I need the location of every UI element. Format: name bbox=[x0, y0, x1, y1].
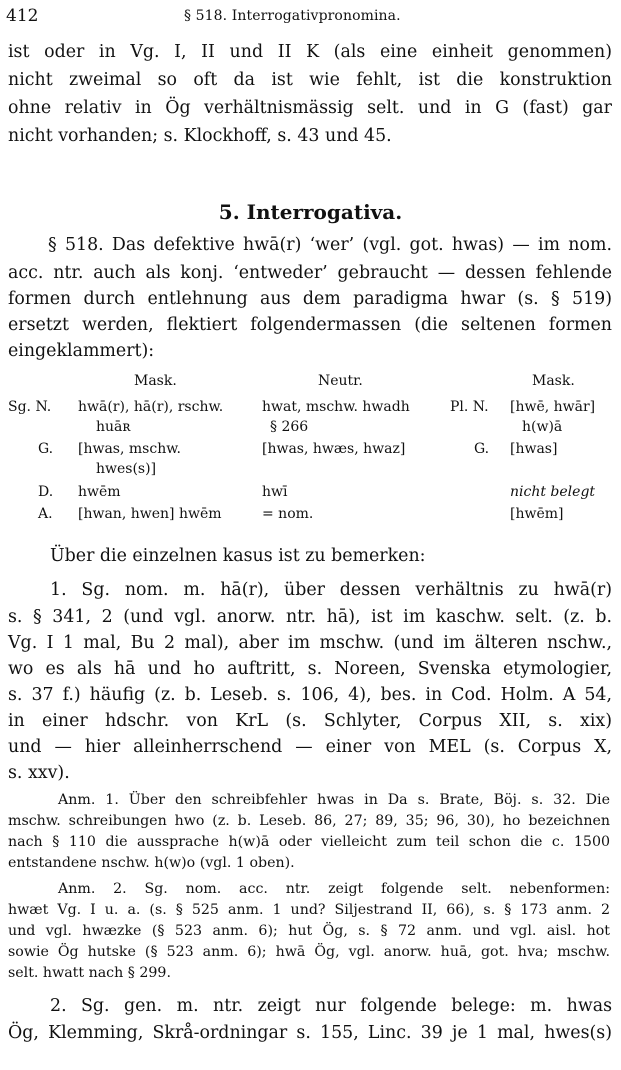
text-line: Ög, Klemming, Skrå-ordningar s. 155, Linc. 39 je 1 mal, hwes(s) bbox=[8, 1023, 612, 1043]
table-cell: hwat, mschw. hwadh bbox=[262, 399, 410, 415]
table-cell: D. bbox=[38, 484, 54, 500]
note-line: hwæt Vg. I u. a. (s. § 525 anm. 1 und? Siljestrand II, 66), s. § 173 anm. 2 bbox=[8, 902, 610, 918]
text-line: s. 37 f.) häufig (z. b. Leseb. s. 106, 4), bes. in Cod. Holm. A 54, bbox=[8, 685, 612, 705]
table-cell: G. bbox=[474, 441, 490, 457]
table-cell: § 266 bbox=[270, 419, 309, 435]
text-line: Vg. I 1 mal, Bu 2 mal), aber im mschw. (und im älteren nschw., bbox=[8, 633, 612, 653]
table-cell: G. bbox=[38, 441, 54, 457]
remark-intro: Über die einzelnen kasus ist zu bemerken: bbox=[50, 546, 426, 566]
text-line: eingeklammert): bbox=[8, 341, 155, 361]
col-header: Mask. bbox=[134, 373, 177, 389]
table-cell: hwā(r), hā(r), rschw. bbox=[78, 399, 224, 415]
note-line: Anm. 2. Sg. nom. acc. ntr. zeigt folgende selt. nebenformen: bbox=[58, 881, 610, 897]
text-line: nicht zweimal so oft da ist wie fehlt, ist die konstruktion bbox=[8, 70, 612, 90]
note-line: entstandene nschw. h(w)o (vgl. 1 oben). bbox=[8, 855, 295, 871]
text-line: s. xxv). bbox=[8, 763, 70, 783]
text-line: ersetzt werden, flektiert folgendermassen (die seltenen formen bbox=[8, 315, 612, 335]
table-cell: [hwan, hwen] hwēm bbox=[78, 506, 222, 522]
col-header: Neutr. bbox=[318, 373, 363, 389]
table-cell: nicht belegt bbox=[510, 484, 596, 500]
section-heading: 5. Interrogativa. bbox=[218, 200, 403, 224]
table-cell: hwēm bbox=[78, 484, 121, 500]
table-cell: [hwas] bbox=[510, 441, 558, 457]
text-line: 2. Sg. gen. m. ntr. zeigt nur folgende belege: m. hwas bbox=[50, 996, 612, 1016]
text-line: § 518. Das defektive hwā(r) ‘wer’ (vgl. got. hwas) — im nom. bbox=[48, 235, 612, 255]
table-cell: [hwas, hwæs, hwaz] bbox=[262, 441, 406, 457]
table-cell: Sg. N. bbox=[8, 399, 52, 415]
col-header: Mask. bbox=[532, 373, 575, 389]
text-line: formen durch entlehnung aus dem paradigma hwar (s. § 519) bbox=[8, 289, 612, 309]
text-line: s. § 341, 2 (und vgl. anorw. ntr. hā), ist im kaschw. selt. (z. b. bbox=[8, 607, 612, 627]
running-title: § 518. Interrogativpronomina. bbox=[184, 8, 401, 24]
table-cell: = nom. bbox=[262, 506, 314, 522]
text-line: ist oder in Vg. I, II und II K (als eine einheit genommen) bbox=[8, 42, 612, 62]
table-cell: [hwē, hwār] bbox=[510, 399, 596, 415]
note-line: mschw. schreibungen hwo (z. b. Leseb. 86, 27; 89, 35; 96, 30), ho bezeichnen bbox=[8, 813, 610, 829]
text-line: wo es als hā und ho auftritt, s. Noreen, Svenska etymologier, bbox=[8, 659, 612, 679]
text-line: und — hier alleinherrschend — einer von MEL (s. Corpus X, bbox=[8, 737, 612, 757]
text-line: nicht vorhanden; s. Klockhoff, s. 43 und 45. bbox=[8, 126, 392, 146]
table-cell: hwī bbox=[262, 484, 288, 500]
table-cell: [hwas, mschw. bbox=[78, 441, 181, 457]
table-cell: huāʀ bbox=[96, 419, 131, 435]
note-line: selt. hwatt nach § 299. bbox=[8, 965, 171, 981]
note-line: und vgl. hwæzke (§ 523 anm. 6); hut Ög, s. § 72 anm. und vgl. aisl. hot bbox=[8, 923, 610, 939]
running-header bbox=[6, 6, 615, 30]
text-line: 1. Sg. nom. m. hā(r), über dessen verhältnis zu hwā(r) bbox=[50, 580, 612, 600]
text-line: in einer hdschr. von KrL (s. Schlyter, Corpus XII, s. xix) bbox=[8, 711, 612, 731]
table-cell: Pl. N. bbox=[450, 399, 489, 415]
table-cell: A. bbox=[38, 506, 53, 522]
note-line: sowie Ög hutske (§ 523 anm. 6); hwā Ög, vgl. anorw. huā, got. hva; mschw. bbox=[8, 944, 610, 960]
page-number: 412 bbox=[6, 6, 39, 26]
text-line: acc. ntr. auch als konj. ‘entweder’ gebraucht — dessen fehlende bbox=[8, 263, 612, 283]
table-cell: [hwēm] bbox=[510, 506, 564, 522]
table-cell: hwes(s)] bbox=[96, 461, 157, 477]
table-cell: h(w)ā bbox=[522, 419, 563, 435]
text-line: ohne relativ in Ög verhältnismässig selt. und in G (fast) gar bbox=[8, 98, 612, 118]
note-line: Anm. 1. Über den schreibfehler hwas in Da s. Brate, Böj. s. 32. Die bbox=[58, 792, 610, 808]
note-line: nach § 110 die aussprache h(w)ā oder vielleicht zum teil schon die c. 1500 bbox=[8, 834, 610, 850]
